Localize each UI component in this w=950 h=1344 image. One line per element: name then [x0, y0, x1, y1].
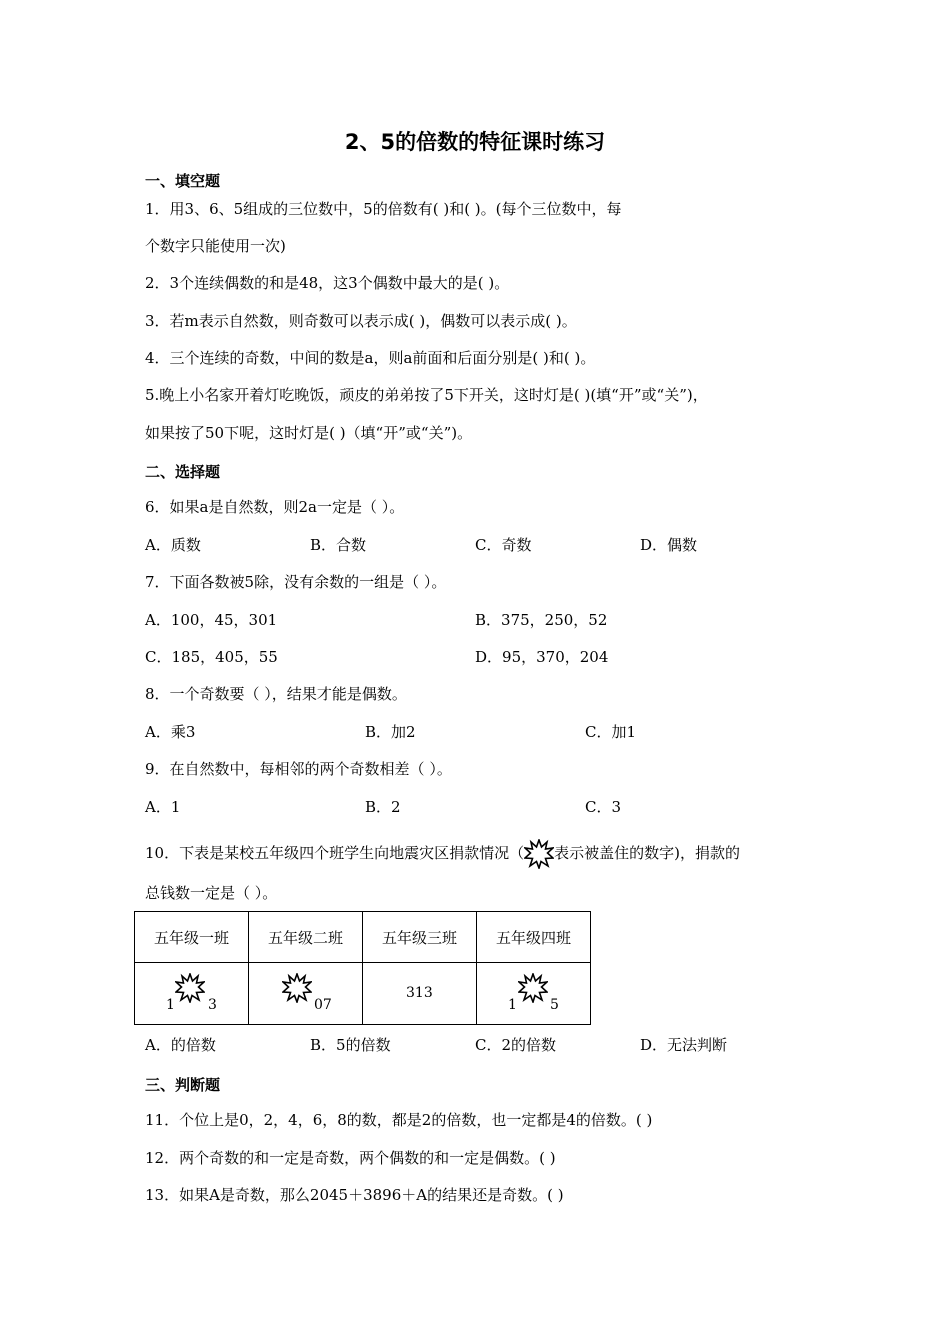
table-cell-class-3 — [363, 963, 477, 1025]
cell-1-left-digit: 1 — [166, 997, 175, 1013]
question-13: 13．如果A是奇数，那么2045＋3896＋A的结果还是奇数。( ) — [145, 1186, 564, 1204]
question-9-option-b: B．2 — [365, 798, 401, 816]
question-4: 4．三个连续的奇数，中间的数是a，则a前面和后面分别是( )和( )。 — [145, 349, 596, 367]
section-fill-in-heading: 一、填空题 — [145, 172, 221, 190]
table-header-class-1: 五年级一班 — [135, 912, 249, 963]
question-1-line-2: 个数字只能使用一次) — [145, 237, 286, 255]
cell-2-right-digits: 07 — [314, 997, 332, 1013]
cover-burst-icon — [524, 839, 554, 869]
table-cell-class-4 — [477, 963, 591, 1025]
question-8-stem: 8．一个奇数要（ ），结果才能是偶数。 — [145, 685, 407, 703]
question-8-option-c: C．加1 — [585, 723, 637, 741]
question-8-option-a: A．乘3 — [145, 723, 196, 741]
cover-burst-icon — [282, 973, 312, 1003]
table-header-class-4: 五年级四班 — [477, 912, 591, 963]
question-10-line-1 — [145, 839, 740, 869]
question-11: 11．个位上是0，2，4，6，8的数，都是2的倍数，也一定都是4的倍数。( ) — [145, 1111, 653, 1129]
question-6-option-a: A．质数 — [145, 536, 201, 554]
donation-table — [134, 911, 591, 1025]
question-7-option-c: C．185，405，55 — [145, 648, 278, 666]
question-9-stem: 9．在自然数中，每相邻的两个奇数相差（ ）。 — [145, 760, 452, 778]
page-title: 2、5的倍数的特征课时练习 — [344, 130, 606, 154]
table-header-row — [135, 912, 591, 963]
question-2: 2．3个连续偶数的和是48，这3个偶数中最大的是( )。 — [145, 274, 510, 292]
question-10-line-1-end: 表示被盖住的数字)，捐款的 — [554, 844, 740, 862]
question-10-option-d: D．无法判断 — [640, 1036, 728, 1054]
question-5-line-2: 如果按了50下呢，这时灯是( )（填“开”或“关”)。 — [145, 424, 473, 442]
cell-3-value: 313 — [406, 985, 433, 1001]
cell-1-right-digit: 3 — [208, 997, 217, 1013]
question-6-option-b: B．合数 — [310, 536, 367, 554]
question-10-option-c: C．2的倍数 — [475, 1036, 557, 1054]
question-8-option-b: B．加2 — [365, 723, 416, 741]
table-cell-class-2 — [249, 963, 363, 1025]
question-7-option-b: B．375，250，52 — [475, 611, 608, 629]
table-value-row — [135, 963, 591, 1025]
question-10-line-1-start: 10．下表是某校五年级四个班学生向地震灾区捐款情况（ — [145, 844, 525, 862]
question-6-option-c: C．奇数 — [475, 536, 532, 554]
section-judge-heading: 三、判断题 — [145, 1076, 221, 1094]
question-6-stem: 6．如果a是自然数，则2a一定是（ ）。 — [145, 498, 405, 516]
cell-4-left-digit: 1 — [508, 997, 517, 1013]
question-7-stem: 7．下面各数被5除，没有余数的一组是（ ）。 — [145, 573, 447, 591]
question-1-line-1: 1．用3、6、5组成的三位数中，5的倍数有( )和( )。(每个三位数中，每 — [145, 200, 622, 218]
cover-burst-icon — [175, 973, 205, 1003]
cell-4-right-digit: 5 — [550, 997, 559, 1013]
table-header-class-2: 五年级二班 — [249, 912, 363, 963]
question-5-line-1: 5.晚上小名家开着灯吃晚饭，顽皮的弟弟按了5下开关，这时灯是( )(填“开”或“关”)， — [145, 386, 708, 404]
question-6-option-d: D．偶数 — [640, 536, 698, 554]
question-7-option-d: D．95，370，204 — [475, 648, 609, 666]
table-header-class-3: 五年级三班 — [363, 912, 477, 963]
question-10-option-b: B．5的倍数 — [310, 1036, 391, 1054]
cover-burst-icon — [518, 973, 548, 1003]
question-3: 3．若m表示自然数，则奇数可以表示成( )，偶数可以表示成( )。 — [145, 312, 577, 330]
question-10-option-a: A．的倍数 — [145, 1036, 216, 1054]
section-choice-heading: 二、选择题 — [145, 463, 221, 481]
table-cell-class-1 — [135, 963, 249, 1025]
question-12: 12．两个奇数的和一定是奇数，两个偶数的和一定是偶数。( ) — [145, 1149, 556, 1167]
question-9-option-a: A．1 — [145, 798, 181, 816]
question-9-option-c: C．3 — [585, 798, 622, 816]
question-10-line-2: 总钱数一定是（ ）。 — [145, 884, 278, 902]
question-7-option-a: A．100，45，301 — [145, 611, 278, 629]
